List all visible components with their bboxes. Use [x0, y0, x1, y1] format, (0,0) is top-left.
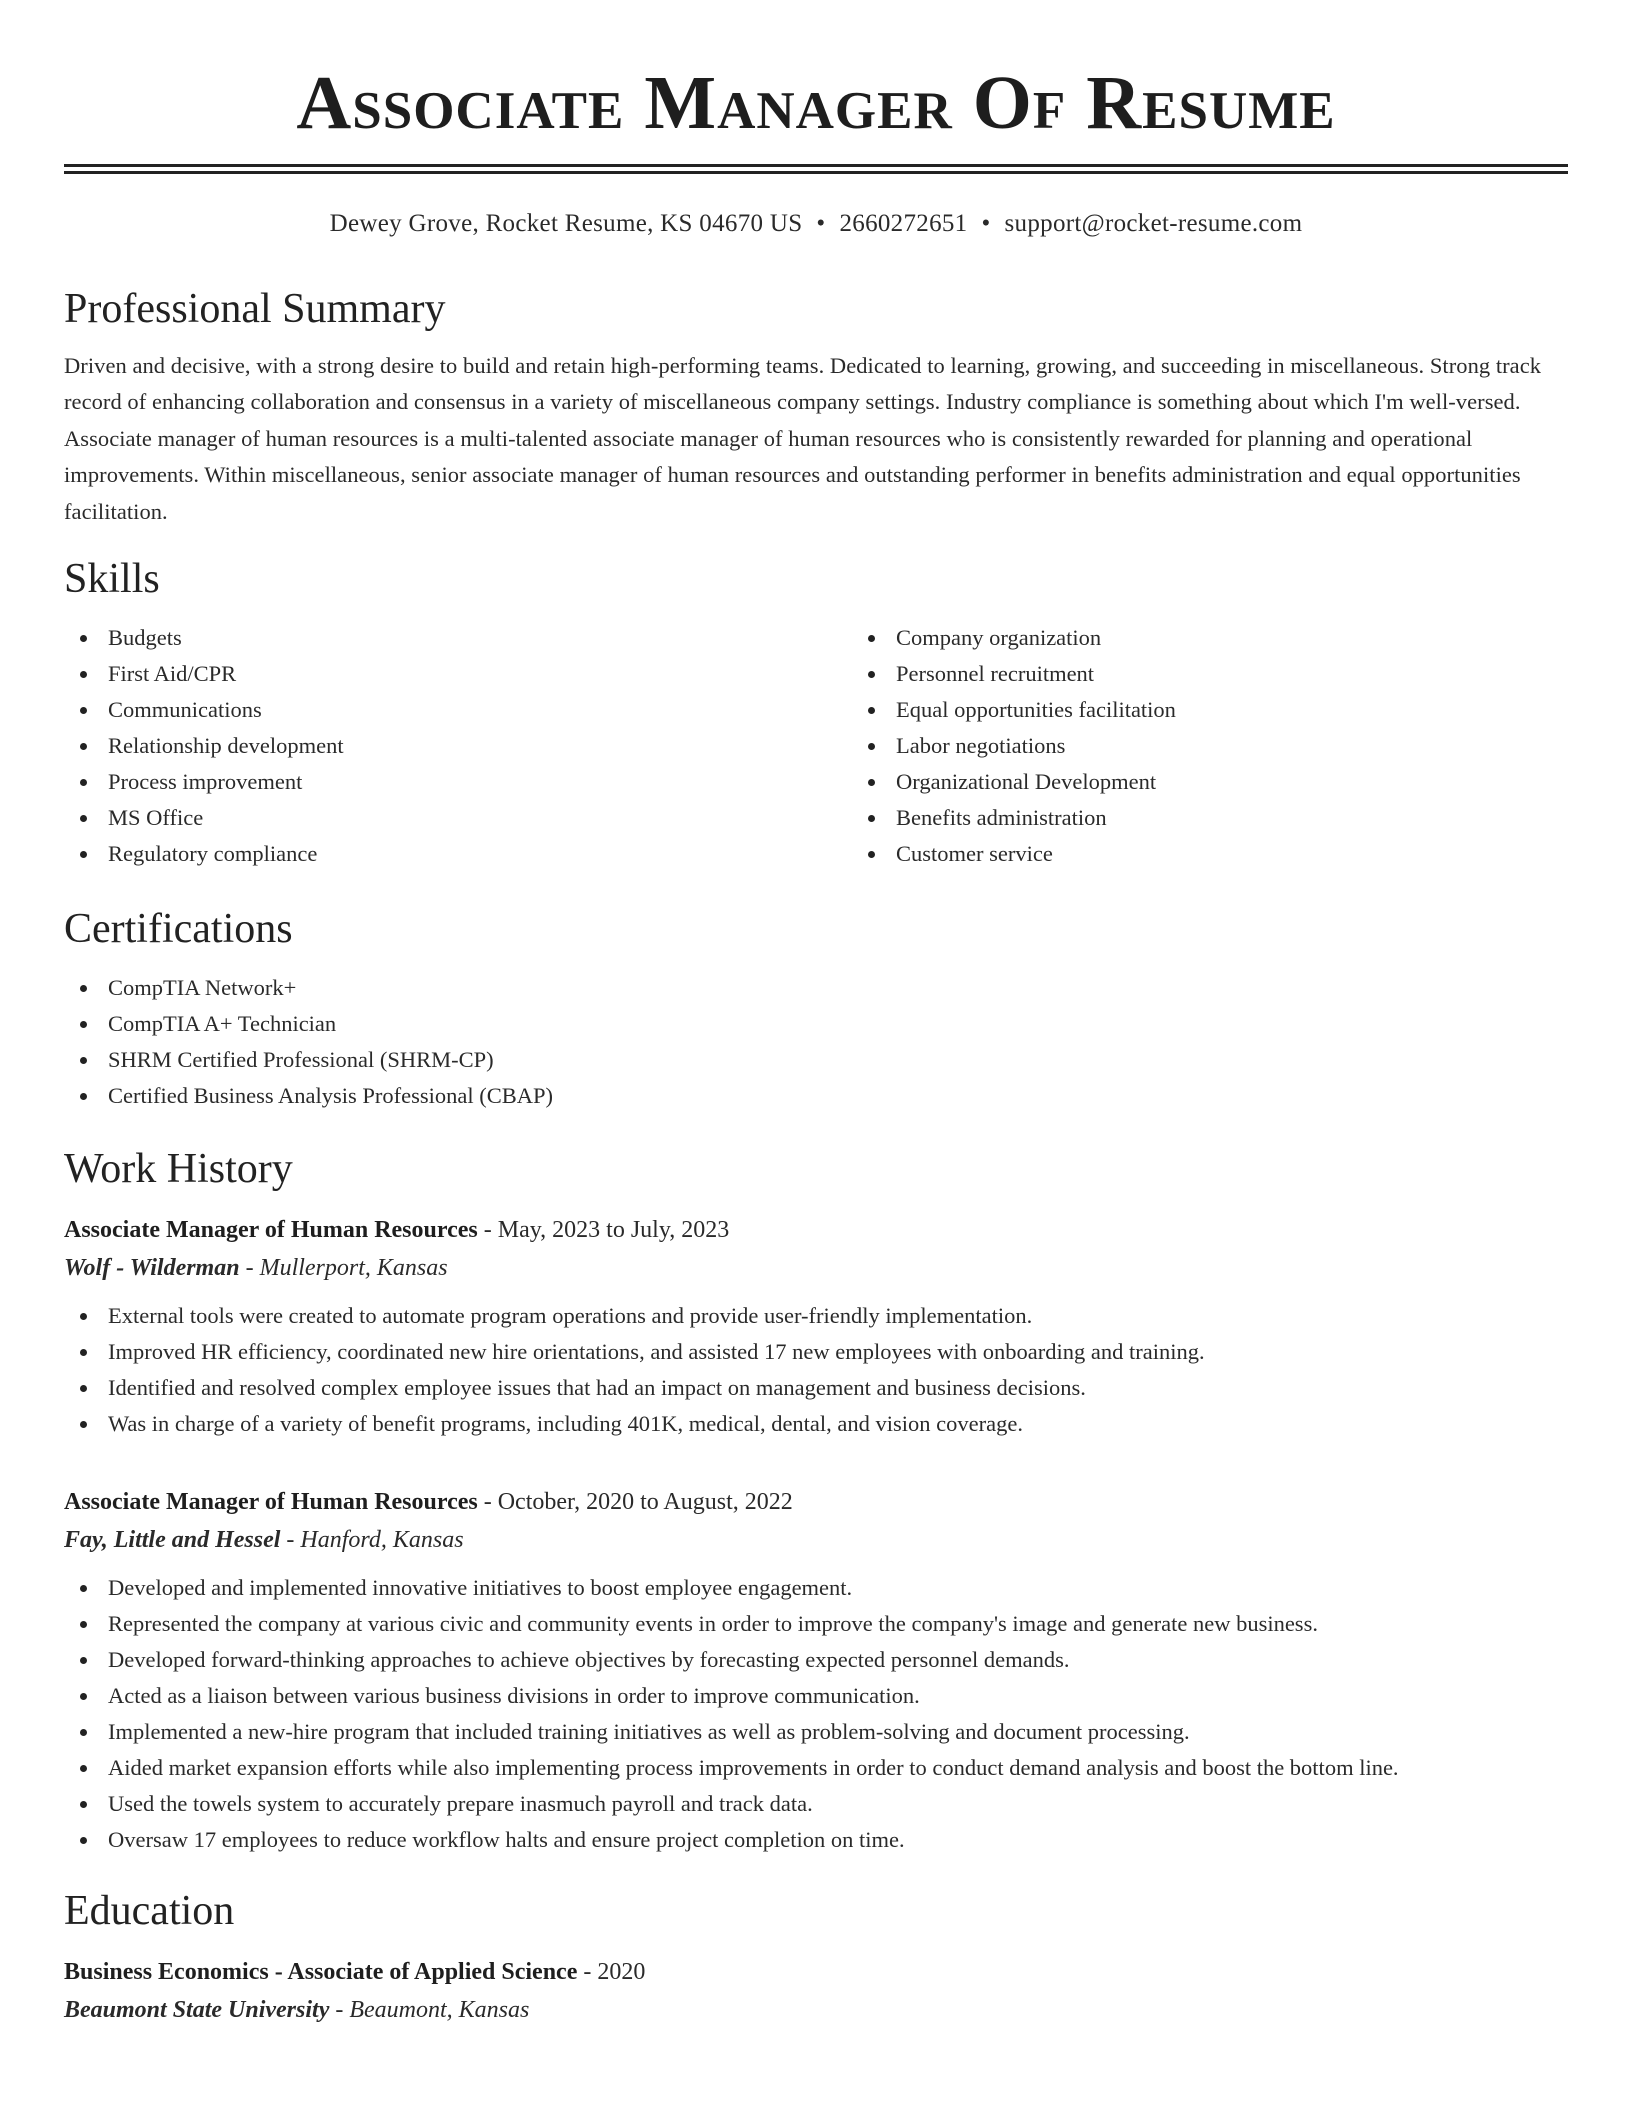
job-company: Fay, Little and Hessel: [64, 1527, 281, 1554]
education-school-line: [64, 1990, 1568, 2030]
skill-item: Communications: [108, 692, 852, 728]
skill-item: MS Office: [108, 800, 852, 836]
skill-item: Relationship development: [108, 728, 852, 764]
job-dates: - May, 2023 to July, 2023: [477, 1217, 730, 1244]
job-bullet: Developed forward-thinking approaches to achieve objectives by forecasting expected personnel demands.: [108, 1642, 1568, 1678]
job-entry: [64, 1484, 1568, 1858]
job-bullet: Used the towels system to accurately prepare inasmuch payroll and track data.: [108, 1786, 1568, 1822]
job-bullets: [64, 1570, 1568, 1858]
summary-heading: Professional Summary: [64, 286, 446, 332]
skill-item: Organizational Development: [896, 764, 1568, 800]
job-bullet: Identified and resolved complex employee issues that had an impact on management and business decisions.: [108, 1370, 1568, 1406]
job-entry: [64, 1212, 1568, 1442]
job-bullet: Represented the company at various civic and community events in order to improve the company's image and generate new business.: [108, 1606, 1568, 1642]
job-title-line: [64, 1484, 1568, 1520]
summary-text: Driven and decisive, with a strong desire to build and retain high-performing teams. Dedicated to learning, growing, and succeeding in miscellaneous. Strong track record of enhancing collaboration and consensus in a variety of miscellaneous company settings. Industry compliance is something about which I'm well-versed. Associate manager of human resources is a multi-talented associate manager of human resources who is consistently rewarded for planning and operational improvements. Within miscellaneous, senior associate manager of human resources and outstanding performer in benefits administration and equal opportunities facilitation.: [64, 353, 1542, 524]
job-employer-line: [64, 1248, 1568, 1288]
job-dates: - October, 2020 to August, 2022: [477, 1489, 793, 1516]
skill-item: Process improvement: [108, 764, 852, 800]
contact-separator: •: [816, 210, 826, 237]
job-bullet: External tools were created to automate program operations and provide user-friendly implementation.: [108, 1298, 1568, 1334]
certification-item: CompTIA Network+: [108, 970, 1568, 1006]
job-bullet: Was in charge of a variety of benefit programs, including 401K, medical, dental, and vision coverage.: [108, 1406, 1568, 1442]
job-employer-line: [64, 1520, 1568, 1560]
skill-item: Labor negotiations: [896, 728, 1568, 764]
job-title: Associate Manager of Human Resources: [64, 1489, 478, 1516]
certifications-heading: Certifications: [64, 906, 293, 953]
skill-item: Personnel recruitment: [896, 656, 1568, 692]
skill-item: Equal opportunities facilitation: [896, 692, 1568, 728]
certification-item: CompTIA A+ Technician: [108, 1006, 1568, 1042]
skill-item: Regulatory compliance: [108, 836, 852, 872]
job-title: Associate Manager of Human Resources: [64, 1217, 478, 1244]
job-location: - Hanford, Kansas: [280, 1527, 464, 1554]
job-title-line: [64, 1212, 1568, 1248]
certification-item: Certified Business Analysis Professional (CBAP): [108, 1078, 1568, 1114]
contact-separator: •: [981, 210, 991, 237]
job-bullet: Aided market expansion efforts while also implementing process improvements in order to conduct demand analysis and boost the bottom line.: [108, 1750, 1568, 1786]
certification-item: SHRM Certified Professional (SHRM-CP): [108, 1042, 1568, 1078]
skills-column-right: [852, 620, 1568, 872]
skill-item: Benefits administration: [896, 800, 1568, 836]
job-bullet: Developed and implemented innovative initiatives to boost employee engagement.: [108, 1570, 1568, 1606]
contact-line: [64, 208, 1568, 240]
job-location: - Mullerport, Kansas: [239, 1255, 448, 1282]
skills-column-left: [64, 620, 852, 872]
skills-heading: Skills: [64, 556, 160, 603]
skill-item: Customer service: [896, 836, 1568, 872]
title-divider: [64, 164, 1568, 174]
education-entry: [64, 1954, 1568, 2030]
education-school: Beaumont State University: [64, 1997, 330, 2024]
skill-item: First Aid/CPR: [108, 656, 852, 692]
education-location: - Beaumont, Kansas: [329, 1997, 530, 2024]
contact-email: support@rocket-resume.com: [1004, 210, 1303, 237]
certifications-list: [64, 970, 1568, 1114]
contact-phone: 2660272651: [839, 210, 968, 237]
job-bullets: [64, 1298, 1568, 1442]
education-year: - 2020: [577, 1959, 646, 1986]
contact-address: Dewey Grove, Rocket Resume, KS 04670 US: [329, 210, 803, 237]
job-bullet: Implemented a new-hire program that included training initiatives as well as problem-solving and document processing.: [108, 1714, 1568, 1750]
job-company: Wolf - Wilderman: [64, 1255, 240, 1282]
skill-item: Budgets: [108, 620, 852, 656]
work-history-heading: Work History: [64, 1146, 293, 1193]
job-bullet: Acted as a liaison between various business divisions in order to improve communication.: [108, 1678, 1568, 1714]
resume-title: Associate Manager Of Resume: [296, 61, 1336, 145]
skill-item: Company organization: [896, 620, 1568, 656]
skills-list: [64, 620, 1568, 872]
job-bullet: Oversaw 17 employees to reduce workflow halts and ensure project completion on time.: [108, 1822, 1568, 1858]
education-degree: Business Economics - Associate of Applied Science: [64, 1959, 578, 1986]
education-heading: Education: [64, 1888, 235, 1935]
job-bullet: Improved HR efficiency, coordinated new hire orientations, and assisted 17 new employees with onboarding and training.: [108, 1334, 1568, 1370]
education-degree-line: [64, 1954, 1568, 1990]
